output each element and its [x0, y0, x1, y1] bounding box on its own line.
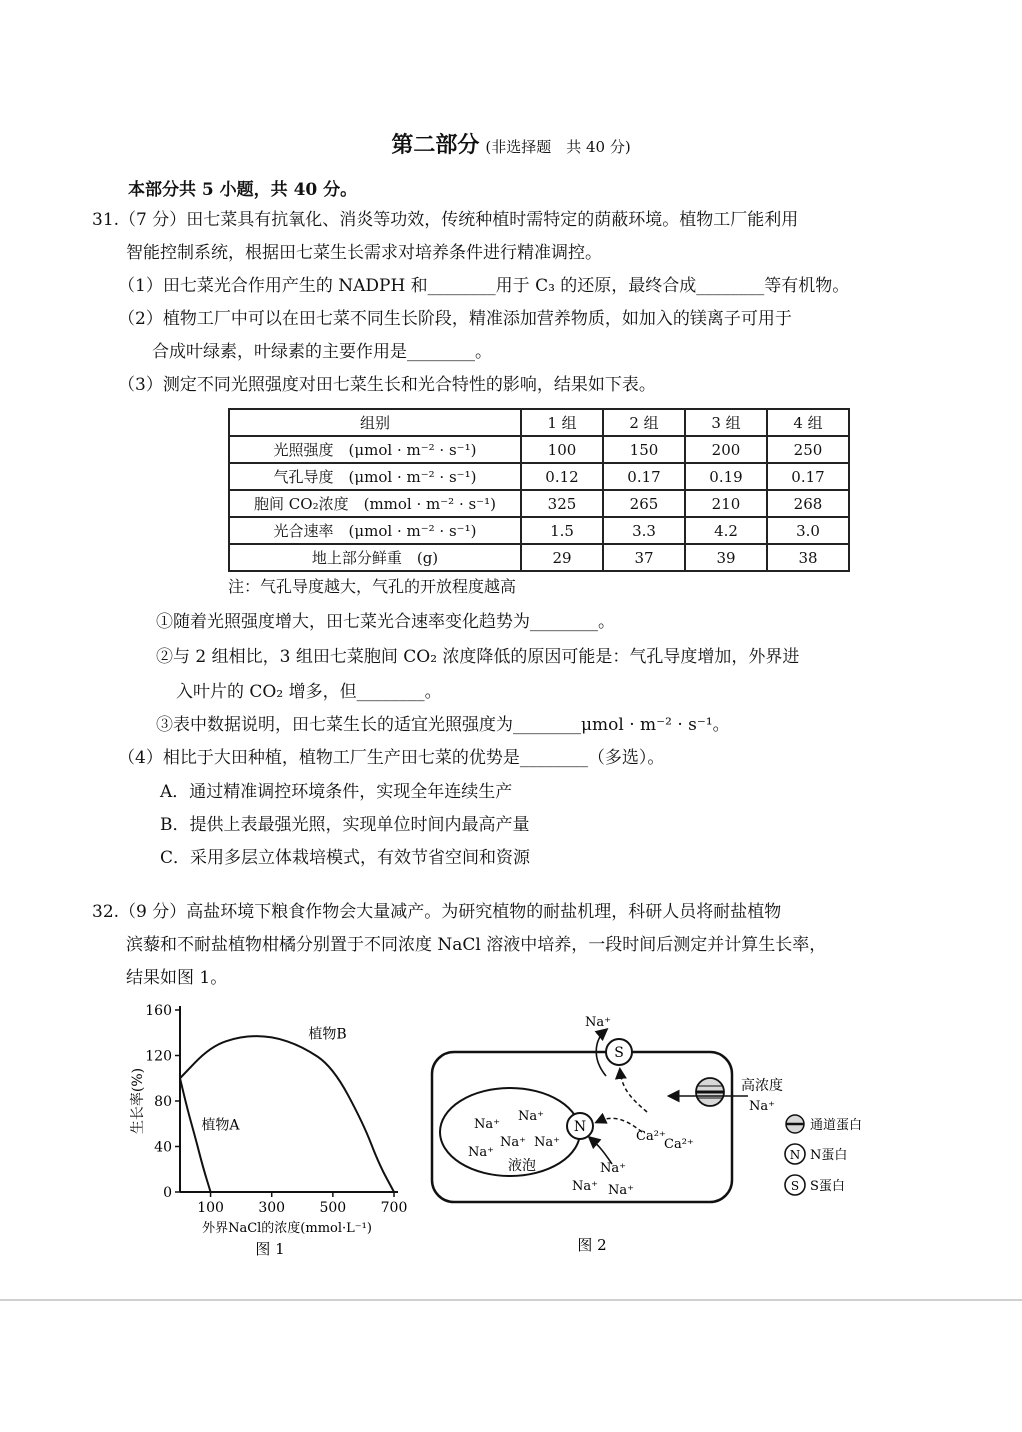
table-row	[229, 490, 849, 517]
table-row-label: 光合速率 (μmol · m⁻² · s⁻¹)	[229, 517, 521, 544]
series-label-2: 植物A	[201, 1117, 240, 1134]
y-tick-label: 80	[154, 1094, 172, 1110]
table-cell: 0.17	[603, 463, 685, 490]
figure-2-diagram	[422, 1004, 892, 1254]
table-cell: 250	[767, 436, 849, 463]
table-cell: 100	[521, 436, 603, 463]
table-cell: 200	[685, 436, 767, 463]
high-na-label: Na⁺	[749, 1099, 775, 1114]
n-protein-label: N	[573, 1119, 587, 1135]
q31-stem-line2: 智能控制系统，根据田七菜生长需求对培养条件进行精准调控。	[126, 243, 602, 263]
legend-n-letter: N	[789, 1148, 801, 1162]
light-intensity-table	[228, 408, 850, 572]
legend-channel-label: 通道蛋白	[810, 1118, 863, 1133]
legend	[785, 1115, 862, 1195]
q31-part1: （1）田七菜光合作用产生的 NADPH 和________用于 C₃ 的还原，最终合成________等有机物。	[118, 276, 850, 296]
table-cell: 39	[685, 544, 767, 571]
table-row	[229, 463, 849, 490]
table-cell: 268	[767, 490, 849, 517]
y-axis-label: 生长率(%)	[130, 1067, 146, 1135]
section-title	[0, 128, 1022, 159]
table-row	[229, 517, 849, 544]
x-tick-label: 300	[258, 1200, 286, 1216]
table-row-label: 胞间 CO₂浓度 (mmol · m⁻² · s⁻¹)	[229, 490, 521, 517]
legend-channel-icon	[786, 1115, 804, 1133]
table-cell: 325	[521, 490, 603, 517]
table-cell: 1.5	[521, 517, 603, 544]
table-header-cell: 3 组	[685, 409, 767, 436]
table-cell: 3.3	[603, 517, 685, 544]
legend-n-label: N蛋白	[810, 1148, 848, 1163]
series-label-1: 植物B	[308, 1026, 347, 1043]
vacuole-na: Na⁺	[468, 1145, 494, 1160]
cytoplasm-na: Na⁺	[608, 1183, 634, 1198]
section-subtitle: (非选择题 共 40 分)	[485, 138, 631, 156]
table-header-cell: 1 组	[521, 409, 603, 436]
vacuole-na: Na⁺	[474, 1117, 500, 1132]
table-row-label: 光照强度 (μmol · m⁻² · s⁻¹)	[229, 436, 521, 463]
table-row-label: 地上部分鲜重 (g)	[229, 544, 521, 571]
channel-protein-icon	[696, 1078, 724, 1106]
y-tick-label: 120	[145, 1048, 172, 1065]
table-cell: 38	[767, 544, 849, 571]
table-row-label: 气孔导度 (μmol · m⁻² · s⁻¹)	[229, 463, 521, 490]
x-axis-label: 外界NaCl的浓度(mmol·L⁻¹)	[202, 1221, 372, 1236]
q31-part4: （4）相比于大田种植，植物工厂生产田七菜的优势是________（多选）。	[118, 748, 665, 768]
table-header-cell: 组别	[229, 409, 521, 436]
table-note: 注：气孔导度越大，气孔的开放程度越高	[228, 577, 517, 596]
q31-part2-line1: （2）植物工厂中可以在田七菜不同生长阶段，精准添加营养物质，如加入的镁离子可用于	[118, 309, 792, 329]
y-tick-label: 160	[145, 1003, 172, 1019]
table-cell: 4.2	[685, 517, 767, 544]
q31-sub2-line2: 入叶片的 CO₂ 增多，但________。	[176, 682, 442, 702]
chart-ticks	[145, 1003, 407, 1216]
figure-1-chart	[120, 996, 420, 1266]
table-cell: 29	[521, 544, 603, 571]
vacuole-label: 液泡	[508, 1158, 536, 1174]
table-cell: 265	[603, 490, 685, 517]
table-cell: 210	[685, 490, 767, 517]
q31-sub3: ③表中数据说明，田七菜生长的适宜光照强度为________μmol · m⁻² · s⁻¹。	[156, 715, 730, 735]
vacuole-na: Na⁺	[534, 1135, 560, 1150]
q31-part2-line2: 合成叶绿素，叶绿素的主要作用是________。	[152, 342, 492, 362]
section-title-main: 第二部分	[391, 132, 480, 158]
vacuole-na: Na⁺	[518, 1109, 544, 1124]
calcium-ion: Ca²⁺	[664, 1137, 694, 1152]
ca-signal-arrow-to-s	[620, 1070, 647, 1112]
s-protein-label: S	[614, 1045, 624, 1061]
figure-1-caption: 图 1	[255, 1240, 285, 1258]
page-divider	[0, 1299, 1022, 1301]
cytoplasm-na: Na⁺	[600, 1161, 626, 1176]
table-cell: 3.0	[767, 517, 849, 544]
q32-stem-line2: 滨藜和不耐盐植物柑橘分别置于不同浓度 NaCl 溶液中培养，一段时间后测定并计算生长率，	[126, 935, 827, 955]
q31-sub2-line1: ②与 2 组相比，3 组田七菜胞间 CO₂ 浓度降低的原因可能是：气孔导度增加，外界进	[156, 647, 800, 667]
cytoplasm-na: Na⁺	[572, 1179, 598, 1194]
y-tick-label: 0	[163, 1185, 172, 1201]
x-tick-label: 100	[197, 1200, 224, 1216]
chart-series	[180, 1025, 394, 1192]
q32-stem-line1: 32.（9 分）高盐环境下粮食作物会大量减产。为研究植物的耐盐机理，科研人员将耐盐植物	[92, 902, 782, 922]
figure-2-caption: 图 2	[577, 1236, 607, 1254]
q31-sub1: ①随着光照强度增大，田七菜光合速率变化趋势为________。	[156, 612, 615, 632]
option-c: C．采用多层立体栽培模式，有效节省空间和资源	[160, 848, 531, 868]
q32-stem-line3: 结果如图 1。	[126, 968, 228, 988]
legend-s-letter: S	[790, 1179, 800, 1193]
table-cell: 0.19	[685, 463, 767, 490]
table-header-row	[229, 409, 849, 436]
calcium-ion: Ca²⁺	[636, 1129, 666, 1144]
series-line-1	[180, 1036, 394, 1192]
x-tick-label: 500	[319, 1200, 347, 1216]
chart-axes	[180, 1006, 398, 1192]
option-a: A．通过精准调控环境条件，实现全年连续生产	[160, 782, 513, 802]
table-cell: 0.17	[767, 463, 849, 490]
legend-s-label: S蛋白	[810, 1179, 845, 1194]
y-tick-label: 40	[154, 1139, 172, 1156]
section-intro: 本部分共 5 小题，共 40 分。	[128, 180, 358, 200]
na-exported-label: Na⁺	[585, 1015, 611, 1030]
table-row	[229, 436, 849, 463]
table-row	[229, 544, 849, 571]
table-cell: 37	[603, 544, 685, 571]
high-concentration-label: 高浓度	[741, 1078, 783, 1094]
table-header-cell: 4 组	[767, 409, 849, 436]
vacuole-na: Na⁺	[500, 1135, 526, 1150]
table-cell: 0.12	[521, 463, 603, 490]
q31-stem-line1: 31.（7 分）田七菜具有抗氧化、消炎等功效，传统种植时需特定的荫蔽环境。植物工厂能利用	[92, 210, 799, 230]
option-b: B．提供上表最强光照，实现单位时间内最高产量	[160, 815, 530, 835]
table-header-cell: 2 组	[603, 409, 685, 436]
series-line-2	[180, 1078, 211, 1192]
table-cell: 150	[603, 436, 685, 463]
q31-part3: （3）测定不同光照强度对田七菜生长和光合特性的影响，结果如下表。	[118, 375, 656, 395]
x-tick-label: 700	[380, 1200, 408, 1216]
